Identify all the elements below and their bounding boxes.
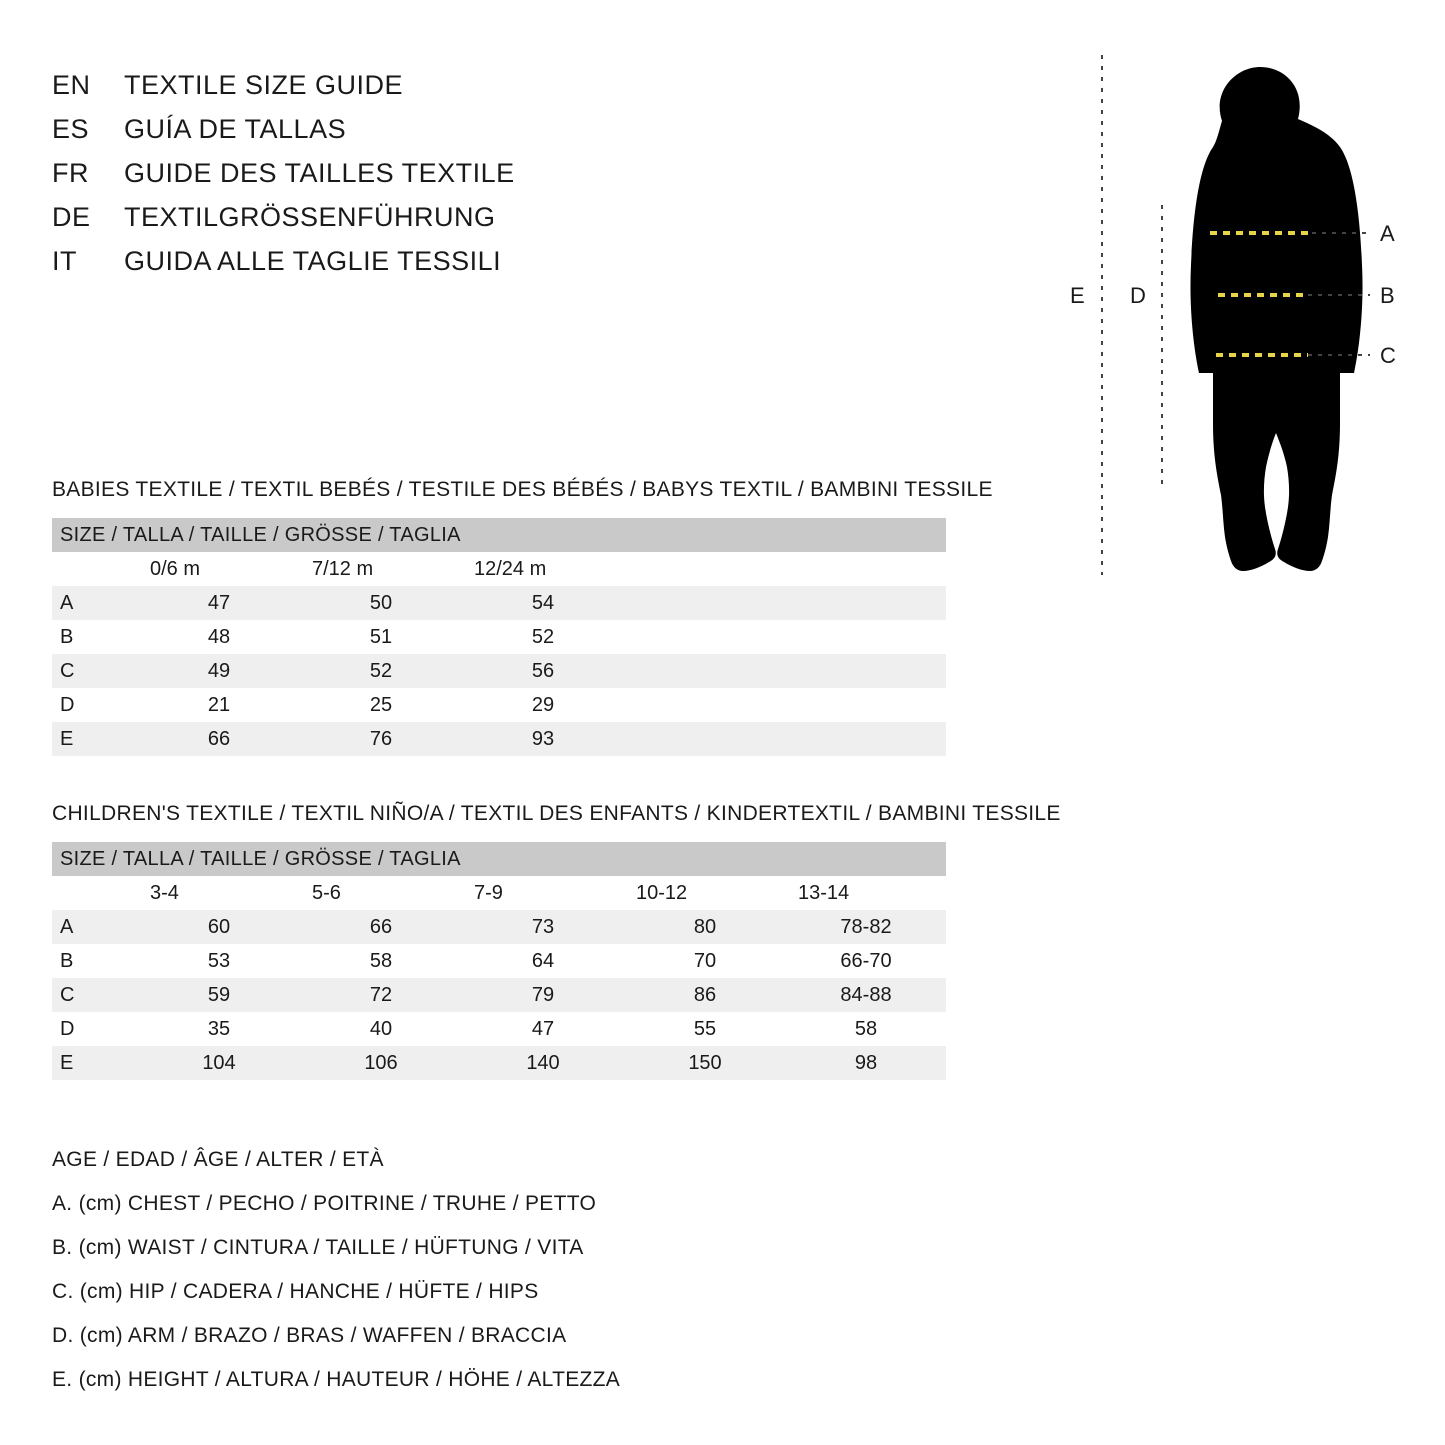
babies-d-2: 29 [462, 688, 624, 722]
title-text-fr: GUIDE DES TAILLES TEXTILE [124, 158, 515, 188]
babies-b-2: 52 [462, 620, 624, 654]
children-row-key-c: C [52, 978, 138, 1012]
children-b-3: 70 [624, 944, 786, 978]
children-c-0: 59 [138, 978, 300, 1012]
babies-e-1: 76 [300, 722, 462, 756]
babies-column-row [52, 552, 946, 586]
children-c-2: 79 [462, 978, 624, 1012]
children-column-row [52, 876, 946, 910]
children-e-1: 106 [300, 1046, 462, 1080]
title-row-it [52, 246, 752, 290]
children-row-key-d: D [52, 1012, 138, 1046]
title-lang-es: ES [52, 114, 90, 144]
children-col-3: 10-12 [624, 876, 786, 910]
title-row-fr [52, 158, 752, 202]
children-c-4: 84-88 [786, 978, 946, 1012]
measurement-figure [1040, 55, 1420, 575]
table-row [52, 654, 946, 688]
babies-col-2: 12/24 m [462, 552, 624, 586]
title-row-es [52, 114, 752, 158]
title-lang-fr: FR [52, 158, 89, 188]
table-row [52, 910, 946, 944]
title-lang-de: DE [52, 202, 91, 232]
legend-line-b-waist: B. (cm) WAIST / CINTURA / TAILLE / HÜFTUNG / VITA [52, 1236, 584, 1259]
title-lang-it: IT [52, 246, 77, 276]
children-d-3: 55 [624, 1012, 786, 1046]
figure-label-c: C [1380, 343, 1396, 368]
legend-line-d-arm: D. (cm) ARM / BRAZO / BRAS / WAFFEN / BRACCIA [52, 1324, 567, 1347]
children-row-key-a: A [52, 910, 138, 944]
legend-line-e-height: E. (cm) HEIGHT / ALTURA / HAUTEUR / HÖHE / ALTEZZA [52, 1368, 621, 1391]
babies-c-0: 49 [138, 654, 300, 688]
figure-label-e: E [1070, 283, 1085, 308]
babies-section [52, 478, 993, 756]
children-d-2: 47 [462, 1012, 624, 1046]
children-section-title: CHILDREN'S TEXTILE / TEXTIL NIÑO/A / TEXTIL DES ENFANTS / KINDERTEXTIL / BAMBINI TESSILE [52, 802, 1061, 825]
table-row [52, 586, 946, 620]
children-col-0: 3-4 [138, 876, 300, 910]
children-e-3: 150 [624, 1046, 786, 1080]
title-text-de: TEXTILGRÖSSENFÜHRUNG [124, 202, 496, 232]
title-text-es: GUÍA DE TALLAS [124, 114, 347, 144]
title-text-en: TEXTILE SIZE GUIDE [124, 70, 404, 100]
figure-label-a: A [1380, 221, 1395, 246]
legend-block [52, 1138, 852, 1402]
table-row [52, 1012, 946, 1046]
babies-b-1: 51 [300, 620, 462, 654]
children-table [52, 842, 946, 1080]
title-row-en [52, 70, 752, 114]
children-col-2: 7-9 [462, 876, 624, 910]
babies-row-key-c: C [52, 654, 138, 688]
figure-label-b: B [1380, 283, 1395, 308]
table-row [52, 620, 946, 654]
title-row-de [52, 202, 752, 246]
children-b-1: 58 [300, 944, 462, 978]
title-block [52, 70, 752, 290]
babies-col-0: 0/6 m [138, 552, 300, 586]
babies-row-key-a: A [52, 586, 138, 620]
children-header-row [52, 842, 946, 876]
children-e-4: 98 [786, 1046, 946, 1080]
babies-a-1: 50 [300, 586, 462, 620]
babies-row-key-e: E [52, 722, 138, 756]
babies-e-2: 93 [462, 722, 624, 756]
children-col-4: 13-14 [786, 876, 946, 910]
table-row [52, 688, 946, 722]
title-lang-en: EN [52, 70, 91, 100]
children-row-key-b: B [52, 944, 138, 978]
children-d-4: 58 [786, 1012, 946, 1046]
table-row [52, 722, 946, 756]
children-a-1: 66 [300, 910, 462, 944]
children-e-0: 104 [138, 1046, 300, 1080]
children-d-0: 35 [138, 1012, 300, 1046]
babies-col-1: 7/12 m [300, 552, 462, 586]
babies-row-key-b: B [52, 620, 138, 654]
children-a-3: 80 [624, 910, 786, 944]
babies-c-1: 52 [300, 654, 462, 688]
babies-a-0: 47 [138, 586, 300, 620]
children-section [52, 802, 1061, 1080]
babies-header-row [52, 518, 946, 552]
children-b-0: 53 [138, 944, 300, 978]
babies-c-2: 56 [462, 654, 624, 688]
legend-line-a-chest: A. (cm) CHEST / PECHO / POITRINE / TRUHE / PETTO [52, 1192, 597, 1215]
legend-line-age: AGE / EDAD / ÂGE / ALTER / ETÀ [52, 1148, 384, 1171]
babies-a-2: 54 [462, 586, 624, 620]
children-c-1: 72 [300, 978, 462, 1012]
child-silhouette-icon [1190, 67, 1362, 571]
children-b-2: 64 [462, 944, 624, 978]
children-a-2: 73 [462, 910, 624, 944]
babies-header-label: SIZE / TALLA / TAILLE / GRÖSSE / TAGLIA [52, 518, 946, 552]
table-row [52, 978, 946, 1012]
figure-label-d: D [1130, 283, 1146, 308]
children-b-4: 66-70 [786, 944, 946, 978]
title-text-it: GUIDA ALLE TAGLIE TESSILI [124, 246, 502, 276]
children-c-3: 86 [624, 978, 786, 1012]
babies-row-key-d: D [52, 688, 138, 722]
children-a-0: 60 [138, 910, 300, 944]
babies-b-0: 48 [138, 620, 300, 654]
babies-d-0: 21 [138, 688, 300, 722]
children-col-1: 5-6 [300, 876, 462, 910]
children-header-label: SIZE / TALLA / TAILLE / GRÖSSE / TAGLIA [52, 842, 946, 876]
babies-table [52, 518, 946, 756]
children-e-2: 140 [462, 1046, 624, 1080]
children-row-key-e: E [52, 1046, 138, 1080]
babies-d-1: 25 [300, 688, 462, 722]
legend-line-c-hip: C. (cm) HIP / CADERA / HANCHE / HÜFTE / HIPS [52, 1280, 539, 1303]
children-d-1: 40 [300, 1012, 462, 1046]
children-a-4: 78-82 [786, 910, 946, 944]
table-row [52, 1046, 946, 1080]
table-row [52, 944, 946, 978]
babies-e-0: 66 [138, 722, 300, 756]
babies-section-title: BABIES TEXTILE / TEXTIL BEBÉS / TESTILE DES BÉBÉS / BABYS TEXTIL / BAMBINI TESSILE [52, 478, 993, 501]
